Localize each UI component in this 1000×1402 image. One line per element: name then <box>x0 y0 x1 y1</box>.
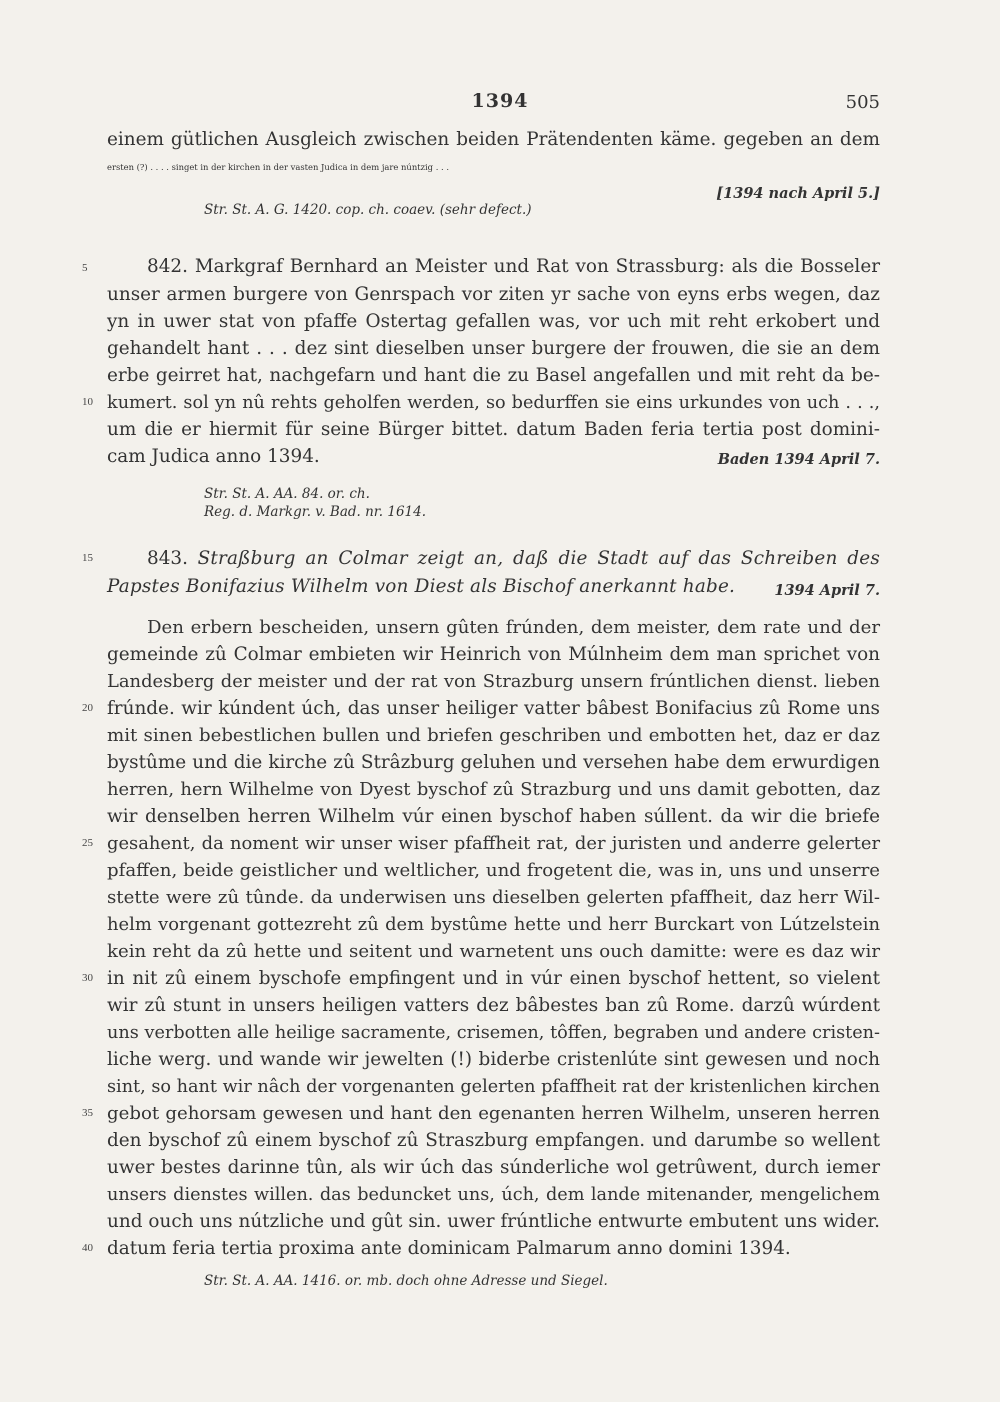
text-line: Landesberg der meister und der rat von Strazburg unsern frúntlichen dienst. lieben <box>107 671 880 692</box>
text-line: ersten (?) . . . . singet in der kirchen in der vasten Judica in dem jare núntzig . . . <box>107 162 450 172</box>
text-line: den byschof zû einem byschof zû Straszburg empfangen. und darumbe so wellent <box>107 1130 880 1151</box>
entry-number: 843. <box>147 548 188 569</box>
text-line: herren, hern Wilhelme von Dyest byschof zû Strazburg und uns damit gebotten, daz <box>107 779 880 800</box>
entry-heading: Straßburg an Colmar zeigt an, daß die Stadt auf das Schreiben des <box>197 548 880 569</box>
text-line: unser armen burgere von Genrspach vor ziten yr sache von eyns erbs wegen, daz <box>107 284 880 305</box>
text-line: bystûme und die kirche zû Strâzburg geluhen und versehen habe dem erwurdigen <box>107 752 880 773</box>
text-line: stette were zû tûnde. da underwisen uns dieselben gelerten pfaffheit, daz herr Wil- <box>107 887 880 908</box>
text-line: Den erbern bescheiden, unsern gûten frúnden, dem meister, dem rate und der <box>147 617 880 638</box>
entry-number: 842. <box>147 256 188 277</box>
margin-line-number: 35 <box>82 1107 93 1119</box>
entry-text: Markgraf Bernhard an Meister und Rat von Strassburg: als die Bosseler <box>194 256 880 277</box>
text-line: yn in uwer stat von pfaffe Ostertag gefallen was, vor uch mit reht erkobert und <box>107 311 880 332</box>
text-line: gebot gehorsam gewesen und hant den egenanten herren Wilhelm, unseren herren <box>107 1103 880 1124</box>
margin-line-number: 15 <box>82 552 93 564</box>
page-number: 505 <box>845 92 880 113</box>
text-line: helm vorgenant gottezreht zû dem bystûme hette und herr Burckart von Lútzelstein <box>107 914 880 935</box>
margin-line-number: 20 <box>82 702 93 714</box>
date-line: 1394 April 7. <box>774 582 880 599</box>
date-line: [1394 nach April 5.] <box>716 185 880 202</box>
text-line: kein reht da zû hette und seitent und warnetent uns ouch damitte: were es daz wir <box>107 941 880 962</box>
text-line: einem gütlichen Ausgleich zwischen beiden Prätendenten käme. gegeben an dem <box>107 129 880 150</box>
text-line: pfaffen, beide geistlicher und weltlicher, und frogetent die, was in, uns und unserre <box>107 860 880 881</box>
text-line: mit sinen bebestlichen bullen und briefen geschriben und embotten het, daz er daz <box>107 725 880 746</box>
text-line: kumert. sol yn nû rehts geholfen werden, so bedurffen sie eins urkundes von uch . . ., <box>107 393 880 413</box>
text-line: liche werg. und wande wir jewelten (!) biderbe cristenlúte sint gewesen und noch <box>107 1049 880 1070</box>
margin-line-number: 40 <box>82 1242 93 1254</box>
text-line: erbe geirret hat, nachgefarn und hant die zu Basel angefallen und mit reht da be- <box>107 365 880 386</box>
text-line: frúnde. wir kúndent úch, das unser heiliger vatter bâbest Bonifacius zû Rome uns <box>107 698 880 719</box>
margin-line-number: 30 <box>82 972 93 984</box>
text-line: wir denselben herren Wilhelm vúr einen byschof haben súllent. da wir die briefe <box>107 806 880 827</box>
text-line: unsers dienstes willen. das beduncket uns, úch, dem lande mitenander, mengelichem <box>107 1185 880 1205</box>
source-citation: Str. St. A. AA. 1416. or. mb. doch ohne Adresse und Siegel. <box>204 1273 608 1289</box>
margin-line-number: 5 <box>82 262 88 274</box>
source-citation: Str. St. A. G. 1420. cop. ch. coaev. (sehr defect.) <box>204 202 532 218</box>
entry-heading: Papstes Bonifazius Wilhelm von Diest als Bischof anerkannt habe. <box>107 576 736 597</box>
text-line: uns verbotten alle heilige sacramente, crisemen, tôffen, begraben und andere cristen- <box>107 1023 880 1043</box>
text-line: sint, so hant wir nâch der vorgenanten gelerten pfaffheit rat der kristenlichen kirchen <box>107 1077 880 1097</box>
text-line: datum feria tertia proxima ante dominicam Palmarum anno domini 1394. <box>107 1238 791 1259</box>
entry-first-line <box>147 254 880 280</box>
text-line: cam Judica anno 1394. <box>107 446 320 467</box>
entry-heading-line <box>147 546 880 572</box>
text-line: in nit zû einem byschofe empfingent und in vúr einen byschof hettent, so vielent <box>107 968 880 989</box>
text-line: um die er hiermit für seine Bürger bittet. datum Baden feria tertia post domini- <box>107 419 880 440</box>
text-line: wir zû stunt in unsers heiligen vatters dez bâbestes ban zû Rome. darzû wúrdent <box>107 995 880 1016</box>
date-line: Baden 1394 April 7. <box>717 451 880 468</box>
text-line: gemeinde zû Colmar embieten wir Heinrich von Múlnheim dem man sprichet von <box>107 644 880 665</box>
running-header-year: 1394 <box>471 90 529 112</box>
text-line: und ouch uns nútzliche und gût sin. uwer frúntliche entwurte embutent uns wider. <box>107 1211 880 1232</box>
text-line: uwer bestes darinne tûn, als wir úch das súnderliche wol getrûwent, durch iemer <box>107 1157 880 1178</box>
text-line: gesahent, da noment wir unser wiser pfaffheit rat, der juristen und anderre gelerter <box>107 833 880 854</box>
source-citation: Reg. d. Markgr. v. Bad. nr. 1614. <box>204 504 426 520</box>
source-citation: Str. St. A. AA. 84. or. ch. <box>204 486 370 502</box>
margin-line-number: 25 <box>82 837 93 849</box>
margin-line-number: 10 <box>82 396 93 408</box>
text-line: gehandelt hant . . . dez sint dieselben unser burgere der frouwen, die sie an dem <box>107 338 880 359</box>
